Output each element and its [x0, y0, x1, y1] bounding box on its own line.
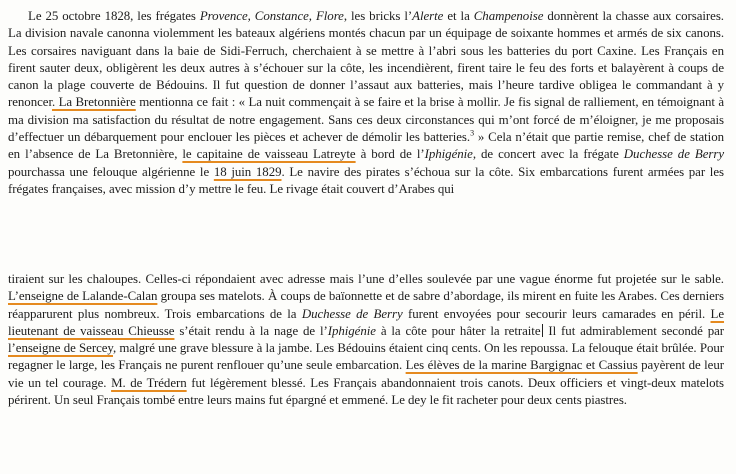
text-run: mentionna ce fait : « La nuit commençait à se faire et la brise à mollir. Je fis signal de ralliement, en témoignant à ma division ma satisfaction du résultat de notre engagement. Sans ces deux circonstances qui m’ont forcé de m’éloigner, je me proposais d’effectuer un débarquement pour enclouer les pièces et achever de démolir les batteries.	[8, 95, 724, 145]
italic-run-iphigenie: Iphigénie	[424, 147, 473, 162]
text-run: pourchassa une felouque algérienne le	[8, 164, 214, 179]
highlight-tredern: M. de Trédern	[111, 375, 187, 390]
text-run: et la	[443, 9, 474, 23]
highlight-chieusse: Le lieutenant de vaisseau Chieusse	[8, 306, 725, 338]
text-run: payèrent de leur vie un tel courage.	[8, 358, 724, 390]
text-run: . Le navire des pirates s’échoua sur la côte. Six embarcations furent armées par les frégates françaises, avec mission d’y mettre le feu. Le rivage était couvert d’Arabes qui	[8, 164, 724, 196]
paragraph-2	[8, 271, 724, 409]
text-run: à la côte pour hâter la retraite	[375, 323, 541, 338]
text-run: » Cela n’était que partie remise, chef de station en l’absence de La Bretonnière,	[8, 130, 724, 162]
italic-run-duchesse-de-berry: Duchesse de Berry	[301, 306, 403, 321]
highlight-la-bretonniere: . La Bretonnière	[51, 95, 136, 110]
highlight-bargignac-cassius: Les élèves de la marine Bargignac et Cassius	[405, 358, 638, 373]
text-run: Le 25 octobre 1828, les frégates	[28, 9, 200, 23]
italic-run-iphigenie: Iphigénie	[327, 323, 376, 338]
italic-run-ship-names: Provence, Constance, Flore	[199, 9, 344, 23]
highlight-latreyte: le capitaine de vaisseau Latreyte	[182, 147, 356, 162]
text-run: Il fut admirablement secondé par	[543, 323, 725, 338]
text-run: à bord de l’	[355, 147, 425, 162]
text-run: donnèrent la chasse aux corsaires. La division navale canonna violemment les bateaux algériens montés chacun par un équipage de soixante hommes et armés de six canons. Les corsaires naviguant dans la baie de Sidi-Ferruch, cherchaient à se mettre à l’abri sous les batteries du port Caxine. Les Français en firent sauter deux, obligèrent les deux autres à s’échouer sur la côte, les incendièrent, firent taire le feu des forts et balayèrent à coups de canon la plage couverte de Bédouins. Il fut question de donner l’assaut aux batteries, mais l’heure tardive obligea le commandant à y renoncer	[8, 9, 724, 110]
highlight-sercey: l’enseigne de Sercey	[8, 341, 113, 356]
text-run: , de concert avec la frégate	[472, 147, 624, 162]
text-run: , malgré une grave blessure à la jambe. Les Bédouins étaient cinq cents. On les repoussa. La felouque était brûlée. Pour regagner le large, les Français ne purent renflouer qu’une seule embarcation.	[8, 341, 724, 373]
italic-run-alerte: Alerte	[412, 9, 444, 23]
text-run: tiraient sur les chaloupes. Celles-ci répondaient avec adresse mais l’une d’elles soulevée par une vague énorme fut projetée sur le sable.	[8, 272, 724, 286]
text-run: , les bricks l’	[343, 9, 413, 23]
text-run: fut légèrement blessé. Les Français abandonnaient trois canots. Deux officiers et vingt-deux matelots périrent. Un seul Français tombé entre leurs mains fut épargné et emmené. Le dey le fit racheter pour deux cents piastres.	[8, 375, 724, 408]
paragraph-1	[8, 8, 724, 198]
italic-run-champenoise: Champenoise	[473, 9, 544, 23]
text-run: groupa ses matelots. À coups de baïonnette et de sabre d’abordage, ils mirent en fuite les Arabes. Ces derniers réapparurent plus nombreux. Trois embarcations de la	[8, 289, 724, 321]
italic-run-duchesse-de-berry: Duchesse de Berry	[623, 147, 724, 162]
footnote-marker: 3	[470, 128, 475, 138]
text-cursor	[542, 324, 543, 337]
highlight-date: 18 juin 1829	[213, 164, 282, 179]
text-run: furent envoyées pour secourir leurs camarades en péril.	[402, 306, 711, 321]
text-run: s’était rendu à la nage de l’	[174, 323, 328, 338]
highlight-lalande-calan: L’enseigne de Lalande-Calan	[8, 289, 158, 304]
